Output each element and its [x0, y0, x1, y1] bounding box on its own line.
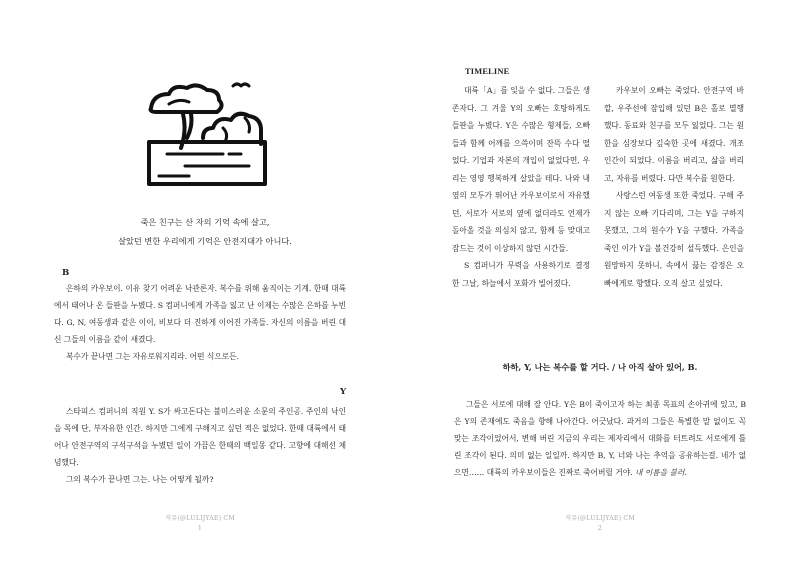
timeline-left-column: [452, 82, 590, 292]
right-paragraph-2: 사랑스런 여동생 또한 죽었다. 구해 주지 않는 오빠 기다리며, 그는 Y을 구하지 못했고, 그의 원수가 Y을 구했다. 가족을 죽인 이가 Y을 볼건강히 설득했다. 은인을 원망하지 못하니, 속에서 끓는 감정은 오빠에게로 향했다. 오직 살고 싶었다.: [604, 191, 744, 288]
footer-credit: 적뮤(@LULIJYAE) CM: [165, 515, 235, 522]
right-paragraph-1: 카우보이 오빠는 죽었다. 안전구역 바깥, 우주선에 잠입해 있던 B은 홀로 멸행했다. 동료와 친구를 모두 잃었다. 그는 원한을 심장보다 깊숙한 곳에 새겼다. 개조 인간이 되었다. 이름을 버리고, 삶을 버리고, 자유를 버렸다. 다만 복수를 원한다.: [604, 86, 744, 183]
b-paragraph-2: 복수가 끝나면 그는 자유로워지리라. 어떤 식으로든.: [66, 352, 240, 361]
y-section: [54, 403, 346, 488]
bottom-paragraph: 그들은 서로에 대해 잘 안다. Y은 B이 죽이고자 하는 최종 목표의 손아귀에 있고, B은 Y의 존재에도 죽음을 향해 나아간다. 어긋났다. 과거의 그들은 특별한 말 없이도 꼭 맞는 조각이었어서, 변해 버린 지금의 우리는 제자리에서 대화를 터트려도 서로에게 틀린 조각이 된다. 의미 없는 일일까. 하지만 B, Y, 너와 나는 추억을 공유하는걸. 네가 없으면…… 대륙의 카우보이들은 진짜로 죽어버릴 거야.: [454, 400, 746, 477]
tree-cliff-illustration-icon: [145, 78, 270, 188]
label-y: Y: [340, 387, 347, 397]
y-paragraph-1: 스타피스 컴퍼니의 직원 Y. S가 싸고돈다는 불미스러운 소문의 주인공. 주인의 낙인을 목에 단, 부자유한 인간. 하지만 그에게 구해지고 싶던 적은 없었다. 한때 대륙에서 태어나 안전구역의 구석구석을 누볐던 일이 가끔은 한때의 백일몽 같다. 고향에 대해선 체념했다.: [54, 407, 346, 467]
b-section: [54, 280, 346, 365]
bottom-section: [454, 396, 746, 481]
quote-line-2: 살았던 변한 우리에게 기억은 안전지대가 아니다.: [118, 236, 292, 246]
b-paragraph-1: 은하의 카우보이. 이유 찾기 어려운 낙관론자. 복수를 위해 움직이는 기계. 한때 대륙에서 태어나 온 들판을 누볐다. S 컴퍼니에게 가족을 잃고 난 이제는 수많은 은하를 누빈다. G, N, 여동생과 같은 이이, 비보다 더 진하게 이어진 가족들. 자신의 이름을 버린 대신 그들의 이름을 같이 새겼다.: [54, 284, 346, 344]
page-1-footer: [0, 514, 400, 534]
page-number: 1: [197, 525, 203, 532]
quote-line-1: 죽은 친구는 산 자의 기억 속에 살고,: [140, 217, 270, 227]
bottom-italic-phrase: 내 이름을 불러.: [635, 468, 687, 477]
y-paragraph-2: 그의 복수가 끝나면 그는. 나는 어떻게 될까?: [66, 475, 214, 484]
emphasis-line: 하하, Y, 나는 복수를 할 거다. / 나 아직 살아 있어, B.: [502, 362, 698, 372]
timeline-title: TIMELINE: [465, 67, 510, 76]
left-paragraph-2: S 컴퍼니가 무력을 사용하기로 결정한 그날, 하늘에서 포화가 빌어졌다.: [452, 261, 590, 288]
page-2: [400, 0, 800, 569]
page-2-footer: [400, 514, 800, 534]
label-b: B: [62, 268, 70, 278]
page-number: 2: [597, 525, 603, 532]
timeline-right-column: [604, 82, 744, 292]
left-paragraph-1: 대륙「A」를 잊을 수 없다. 그들은 생존자다. 그 겨울 Y의 오빠는 호탕하게도 들판을 누볐다. Y은 수많은 형제들, 오빠들과 함께 어깨를 으쓱이며 잔뜩 수다 떨었다. 기업과 자본의 개입이 없었다면, 우리는 영영 행복하게 살았을 테다. 나와 내 옆의 모두가 뛰어난 카우보이로서 자유했던, 서로가 서로의 옆에 없더라도 언제가 돌아올 것을 의심치 않고, 함께 등 맞대고 잠드는 것이 이상하지 않던 시간들.: [452, 86, 590, 253]
epigraph-quote: [60, 213, 350, 251]
footer-credit: 적뮤(@LULIJYAE) CM: [565, 515, 635, 522]
